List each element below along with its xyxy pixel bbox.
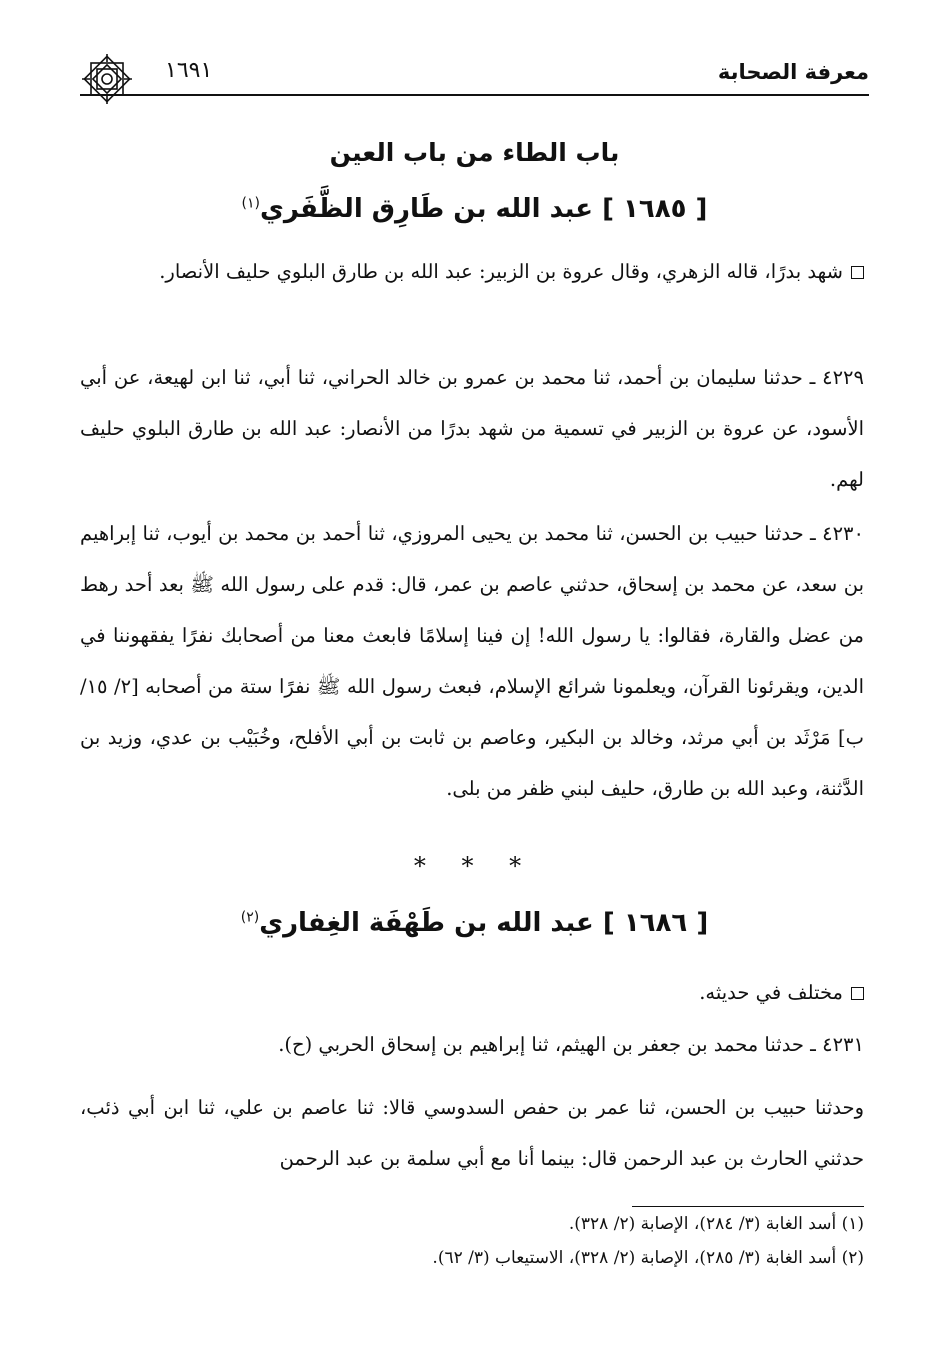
entry-name: عبد الله بن طَهْفَة الغِفاري: [259, 908, 594, 938]
hadith-paragraph: ٤٢٢٩ ـ حدثنا سليمان بن أحمد، ثنا محمد بن عمرو بن خالد الحراني، ثنا أبي، ثنا ابن لهيعة، عن أبي الأسود، عن عروة بن الزبير في تسمية من شهد بدرًا من الأنصار: عبد الله بن طارق البلوي حليف لهم.: [80, 366, 864, 491]
page-number: ١٦٩١: [165, 58, 213, 83]
section-separator: * * *: [413, 852, 536, 880]
footnote-rule: [632, 1206, 864, 1207]
entry-heading: [0, 908, 949, 938]
header-rule: [80, 94, 869, 96]
paragraph: [80, 246, 864, 297]
paragraph-text: مختلف في حديثه.: [699, 981, 843, 1004]
box-marker-icon: [851, 266, 864, 279]
footnote-ref: (٢): [240, 909, 260, 926]
entry-number: [ ١٦٨٥ ]: [602, 194, 708, 224]
footnote: (٢) أسد الغابة (٣/ ٢٨٥)، الإصابة (٢/ ٣٢٨)، الاستيعاب (٣/ ٦٢).: [432, 1248, 864, 1268]
entry-number: [ ١٦٨٦ ]: [602, 908, 709, 938]
paragraph-text: شهد بدرًا، قاله الزهري، وقال عروة بن الزبير: عبد الله بن طارق البلوي حليف الأنصار.: [159, 260, 843, 283]
entry-heading: [0, 194, 949, 224]
entry-name: عبد الله بن طَارِق الظَّفَري: [260, 194, 594, 224]
paragraph: [80, 967, 864, 1018]
hadith-paragraph: ٤٢٣٠ ـ حدثنا حبيب بن الحسن، ثنا محمد بن يحيى المروزي، ثنا أحمد بن محمد بن أيوب، ثنا إبراهيم بن سعد، عن محمد بن إسحاق، حدثني عاصم بن عمر، قال: قدم على رسول الله ﷺ بعد أحد رهط من عضل والقارة، فقالوا: يا رسول الله! إن فينا إسلامًا فابعث معنا من أصحابك نفرًا يفقهوننا في الدين، ويقرئونا القرآن، ويعلمونا شرائع الإسلام، فبعث رسول الله ﷺ نفرًا ستة من أصحابه [٢/ ١٥/ ب] مَرْثَد بن أبي مرثد، وخالد بن البكير، وعاصم بن ثابت بن أبي الأفلح، وخُبَيْب بن عدي، وزيد بن الدَّثنة، وعبد الله بن طارق، حليف لبني ظفر من بلى.: [80, 522, 864, 800]
hadith-paragraph: ٤٢٣١ ـ حدثنا محمد بن جعفر بن الهيثم، ثنا إبراهيم بن إسحاق الحربي (ح).: [278, 1033, 864, 1056]
hadith-paragraph: وحدثنا حبيب بن الحسن، ثنا عمر بن حفص السدوسي قالا: ثنا عاصم بن علي، ثنا ابن أبي ذئب، حدثني الحارث بن عبد الرحمن قال: بينما أنا مع أبي سلمة بن عبد الرحمن: [80, 1096, 865, 1170]
footnote: (١) أسد الغابة (٣/ ٢٨٤)، الإصابة (٢/ ٣٢٨).: [568, 1214, 864, 1234]
geometric-star-ornament-icon: [80, 52, 134, 106]
running-header: [80, 58, 869, 98]
chapter-heading: باب الطاء من باب العين: [329, 138, 620, 167]
box-marker-icon: [851, 987, 864, 1000]
footnote-ref: (١): [241, 195, 261, 212]
book-title: معرفة الصحابة: [717, 60, 869, 84]
